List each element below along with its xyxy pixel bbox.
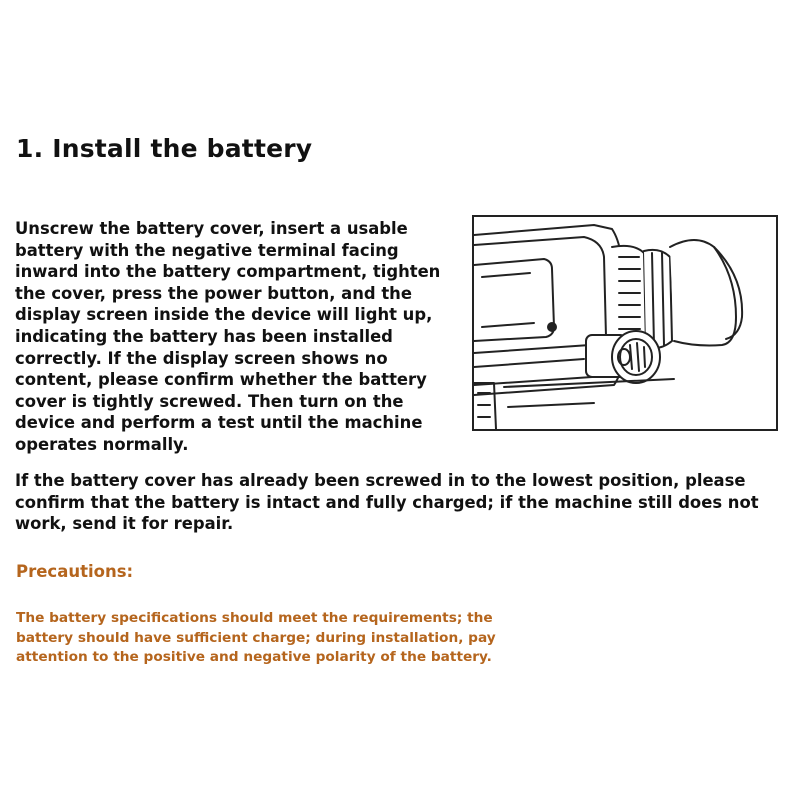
precautions-heading: Precautions:: [16, 562, 134, 581]
precautions-text: The battery specifications should meet the requirements; the battery should have sufficient charge; during installation, pay attention to the positive and negative polarity of the battery.: [16, 610, 496, 666]
battery-cover-illustration-icon: [474, 217, 776, 429]
device-illustration: [472, 215, 778, 431]
troubleshooting-note: If the battery cover has already been screwed in to the lowest position, please confirm that the battery is intact and fully charged; if the machine still does not work, send it for repair.: [15, 471, 759, 534]
page-title: 1. Install the battery: [16, 134, 313, 163]
installation-instructions: Unscrew the battery cover, insert a usable battery with the negative terminal facing inward into the battery compartment, tighten the cover, press the power button, and the display screen inside the device will light up, indicating the battery has been installed correctly. If the display screen shows no content, please confirm whether the battery cover is tightly screwed. Then turn on the device and perform a test until the machine operates normally.: [15, 219, 441, 454]
